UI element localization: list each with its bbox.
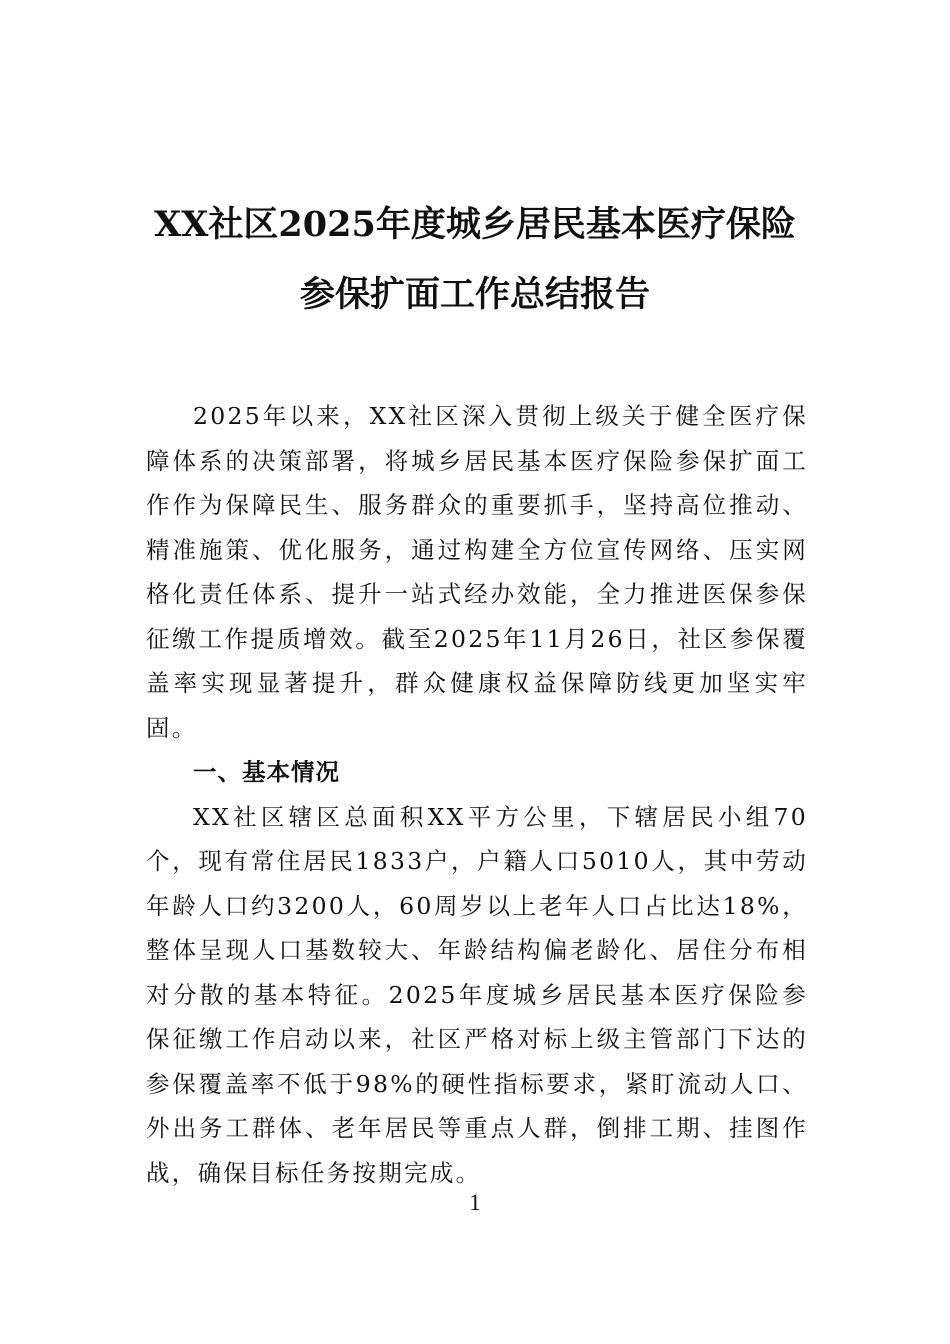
intro-paragraph: 2025年以来，XX社区深入贯彻上级关于健全医疗保障体系的决策部署，将城乡居民基本医疗保险参保扩面工作作为保障民生、服务群众的重要抓手，坚持高位推动、精准施策、优化服务，通过构建全方位宣传网络、压实网格化责任体系、提升一站式经办效能，全力推进医保参保征缴工作提质增效。截至2025年11月26日，社区参保覆盖率实现显著提升，群众健康权益保障防线更加坚实牢固。 xyxy=(146,402,808,742)
section-heading-basic-situation: 一、基本情况 xyxy=(193,758,340,786)
title-line-1: XX社区2025年度城乡居民基本医疗保险 xyxy=(154,204,796,245)
basic-situation-paragraph: XX社区辖区总面积XX平方公里，下辖居民小组70个，现有常住居民1833户，户籍人口5010人，其中劳动年龄人口约3200人，60周岁以上老年人口占比达18%，整体呈现人口基数较大、年龄结构偏老龄化、居住分布相对分散的基本特征。2025年度城乡居民基本医疗保险参保征缴工作启动以来，社区严格对标上级主管部门下达的参保覆盖率不低于98%的硬性指标要求，紧盯流动人口、外出务工群体、老年居民等重点人群，倒排工期、挂图作战，确保目标任务按期完成。 xyxy=(146,802,808,1187)
document-body xyxy=(146,394,808,1195)
document-title xyxy=(100,190,850,330)
title-line-2: 参保扩面工作总结报告 xyxy=(299,274,650,315)
page-number: 1 xyxy=(469,1190,481,1215)
